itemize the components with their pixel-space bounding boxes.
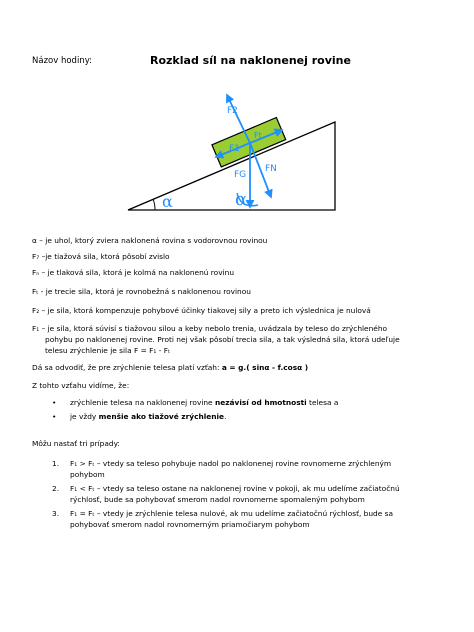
page-title: Rozklad síl na naklonenej rovine (150, 54, 351, 67)
case-item: 3. F₁ = Fₜ – vtedy je zrýchlenie telesa nulové, ak mu udelíme začiatočnú rýchlosť, bude sa pohybovať smerom nadol rovnomerným priamočiarym pohybom (52, 509, 394, 529)
alpha-label-small: α (162, 192, 173, 211)
def-f2: F₂ – je sila, ktorá kompenzuje pohybové účinky tiakovej sily a preto ich výslednica je nulová (32, 306, 371, 315)
inclined-plane (128, 122, 335, 210)
def-ft: Fₜ - je trecie sila, ktorá je rovnobežná s naklonenou rovinou (32, 287, 251, 296)
acceleration-formula: a = g.( sinα - f.cosα ) (221, 363, 309, 372)
def-alpha: α – je uhol, ktorý zviera naklonená rovina s vodorovnou rovinou (32, 236, 268, 245)
cases-intro: Môžu nastať tri prípady: (32, 439, 120, 448)
conclusion-list (32, 397, 442, 425)
f1-label: F1 (229, 144, 240, 154)
fn-label: FN (265, 164, 277, 174)
cases-list (32, 458, 442, 533)
fg-label: FG (234, 170, 247, 180)
def-f1 (32, 323, 442, 356)
derivation-text: Dá sa odvodiť, že pre zrýchlenie telesa platí vzťah: (32, 363, 222, 372)
def-f1-line1: F₁ – je sila, ktorá súvisí s tiažovou silou a keby nebolo trenia, uvádzala by teleso do zrýchleného (32, 324, 388, 333)
lesson-name-label: Názov hodiny: (32, 56, 92, 66)
alpha-label-large: α (235, 189, 248, 210)
def-f1-line3: telesu zrýchlenie je sila F = F₁ - Fₜ (45, 346, 171, 355)
inclined-plane-figure (110, 85, 350, 220)
def-f1-line2: pohybu po naklonenej rovine. Proti nej však pôsobí trecia sila, a tak výsledná sila, ktorá udeľuje (45, 335, 400, 344)
case-item: 1. F₁ > Fₜ – vtedy sa teleso pohybuje nadol po naklonenej rovine rovnomerne zrýchleným pohybom (52, 459, 392, 479)
ft-label: Ft (254, 131, 262, 140)
case-item: 2. F₁ < Fₜ – vtedy sa teleso ostane na naklonenej rovine v pokoji, ak mu udelíme začiatočnú rýchlosť, bude sa pohybovať smerom nadol rovnomerne spomaleným pohybom (52, 484, 400, 504)
f2-label: F2 (227, 106, 238, 116)
def-fg: F₇ –je tiažová sila, ktorá pôsobí zvislo (32, 252, 170, 261)
angle-arc (153, 199, 155, 210)
bullet-marker: • (52, 412, 57, 421)
conclusion-intro: Z tohto vzťahu vidíme, že: (32, 381, 130, 390)
def-fn: Fₙ – je tlaková sila, ktorá je kolmá na naklonenú rovinu (32, 268, 235, 277)
conclusion-bullet: • zrýchlenie telesa na naklonenej rovine nezávisí od hmotnosti telesa a (52, 398, 339, 407)
bullet-marker: • (52, 398, 57, 407)
derivation (32, 362, 442, 373)
conclusion-bullet: • je vždy menšie ako tiažové zrýchlenie. (52, 412, 227, 421)
